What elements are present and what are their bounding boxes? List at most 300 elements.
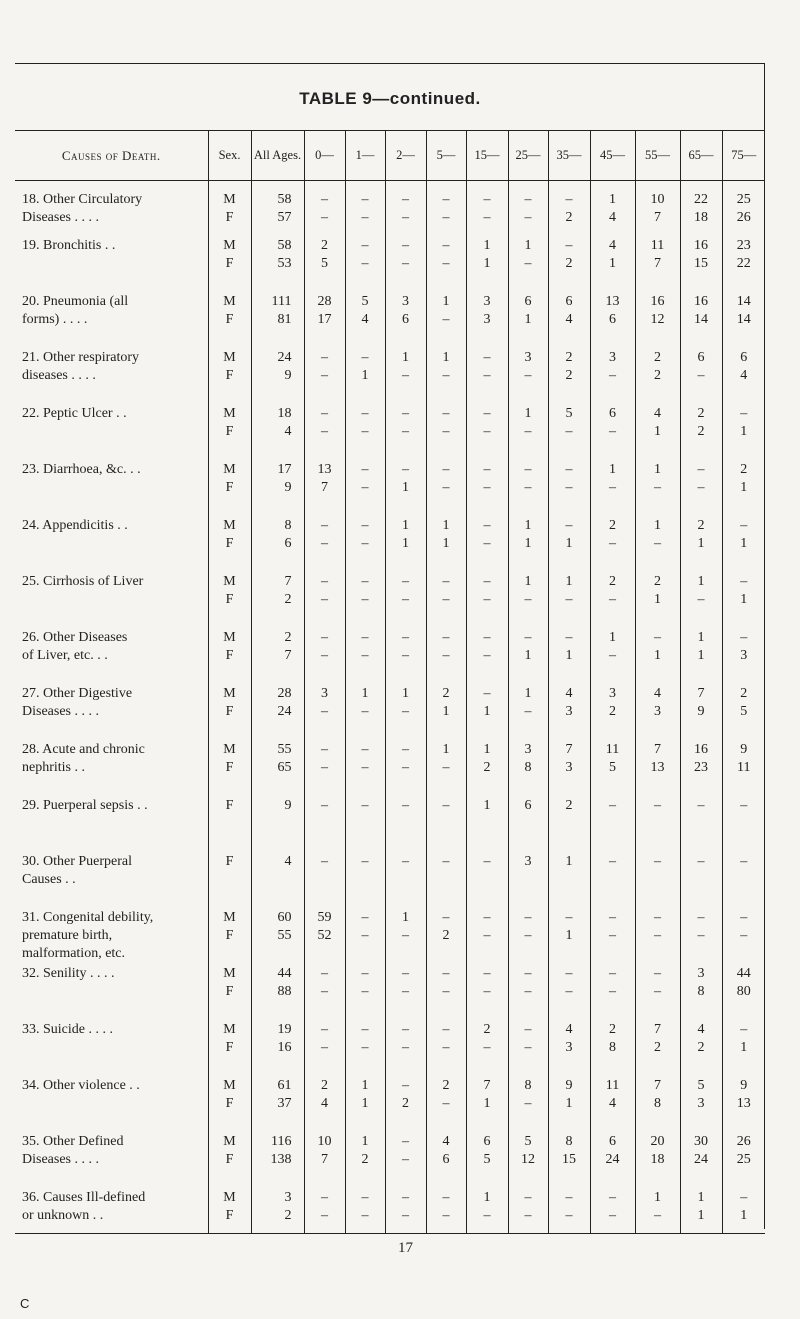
age-group-cell-line: 4 [609, 238, 616, 253]
age-group-cell-line: 1 [402, 518, 409, 533]
all-ages-cell-line: 53 [277, 256, 292, 271]
age-group-cell-line: 4 [740, 368, 748, 383]
age-group-cell-line: 4 [361, 312, 369, 327]
age-group-cell [590, 293, 635, 349]
age-group-cell-line: – [442, 1208, 450, 1223]
age-group-cell-line: 9 [740, 1078, 748, 1093]
age-group-cell-line: 2 [609, 518, 616, 533]
cause-cell-line: 32. Senility . . . . [22, 966, 115, 981]
all-ages-cell-line: 24 [277, 704, 292, 719]
all-ages-cell-line: 6 [284, 536, 292, 551]
cause-cell-line: 35. Other Defined [22, 1134, 124, 1149]
all-ages-cell-line: 18 [277, 406, 292, 421]
age-group-cell [345, 1021, 385, 1077]
table-row [15, 181, 765, 238]
column-header-0: Causes of Death. [15, 131, 208, 181]
sex-cell-line: M [223, 686, 236, 701]
age-group-cell [508, 965, 548, 1021]
age-group-cell [590, 405, 635, 461]
age-group-cell-line: – [321, 1208, 328, 1223]
age-group-cell [345, 1077, 385, 1133]
age-group-cell-line: – [321, 574, 328, 589]
age-group-cell-line: 8 [609, 1040, 616, 1055]
age-group-cell-line: 2 [654, 1040, 661, 1055]
age-group-cell [466, 1077, 508, 1133]
age-group-cell-line: – [361, 704, 369, 719]
sex-cell [208, 349, 251, 405]
age-group-cell-line: – [654, 910, 661, 925]
cause-cell [15, 349, 208, 405]
age-group-cell-line [467, 815, 508, 833]
age-group-cell [508, 181, 548, 238]
all-ages-cell [251, 909, 304, 965]
age-group-cell-line: 1 [654, 462, 661, 477]
all-ages-cell-line: 55 [277, 742, 292, 757]
age-group-cell [680, 629, 722, 685]
age-group-cell [590, 853, 635, 909]
all-ages-cell-line: 111 [271, 294, 292, 309]
cause-cell-line: diseases . . . . [22, 368, 96, 383]
age-group-cell-line: 1 [483, 1190, 491, 1205]
age-group-cell-line: 9 [697, 704, 705, 719]
age-group-cell-line: 18 [650, 1152, 665, 1167]
age-group-cell-line: 10 [650, 192, 665, 207]
age-group-cell-line: 3 [697, 966, 705, 981]
age-group-cell-line: 1 [565, 854, 573, 869]
age-group-cell [590, 685, 635, 741]
age-group-cell-line: – [483, 350, 491, 365]
age-group-cell-line: – [361, 238, 369, 253]
age-group-cell-line: 1 [654, 648, 661, 663]
age-group-cell [508, 1133, 548, 1189]
age-group-cell [590, 461, 635, 517]
age-group-cell-line: – [609, 798, 616, 813]
age-group-cell [466, 517, 508, 573]
all-ages-cell-line: 88 [277, 984, 292, 999]
all-ages-cell-line: 8 [284, 518, 292, 533]
age-group-cell-line: – [402, 1134, 409, 1149]
cause-cell-line: of Liver, etc. . . [22, 648, 108, 663]
age-group-cell [508, 797, 548, 853]
table-row [15, 1189, 765, 1234]
cause-cell [15, 685, 208, 741]
table-row [15, 293, 765, 349]
age-group-cell-line: 6 [442, 1152, 450, 1167]
age-group-cell [508, 461, 548, 517]
sex-cell-line: M [223, 1134, 236, 1149]
age-group-cell [304, 405, 345, 461]
all-ages-cell-line: 19 [277, 1022, 292, 1037]
age-group-cell-line: 6 [524, 798, 532, 813]
age-group-cell-line: – [361, 1022, 369, 1037]
cause-cell-line [15, 591, 208, 609]
age-group-cell-line: 14 [736, 294, 751, 309]
column-header-3: 0— [304, 131, 345, 181]
age-group-cell [385, 629, 426, 685]
age-group-cell-line: – [361, 592, 369, 607]
sex-cell [208, 853, 251, 909]
age-group-cell-line: 3 [697, 1096, 705, 1111]
age-group-cell-line: 1 [442, 536, 450, 551]
cause-cell-line: 28. Acute and chronic [22, 742, 145, 757]
age-group-cell-line: – [442, 1096, 450, 1111]
age-group-cell-line: – [697, 592, 705, 607]
sex-cell-line: M [223, 518, 236, 533]
age-group-cell-line: 16 [694, 742, 708, 757]
printer-signature-mark: C [20, 1296, 30, 1311]
all-ages-cell-line: 116 [271, 1134, 292, 1149]
age-group-cell [722, 349, 765, 405]
age-group-cell [426, 1189, 466, 1234]
age-group-cell-line: – [361, 742, 369, 757]
age-group-cell-line: – [402, 424, 409, 439]
age-group-cell [722, 573, 765, 629]
cause-cell-line: 20. Pneumonia (all [22, 294, 129, 309]
age-group-cell [635, 1077, 680, 1133]
age-group-cell-line: 26 [736, 1134, 751, 1149]
age-group-cell [548, 349, 590, 405]
age-group-cell [722, 909, 765, 965]
age-group-cell [635, 1133, 680, 1189]
age-group-cell-line: – [442, 406, 450, 421]
age-group-cell-line: – [442, 192, 450, 207]
age-group-cell [426, 181, 466, 238]
age-group-cell [548, 1189, 590, 1234]
age-group-cell-line: 3 [402, 294, 409, 309]
age-group-cell-line [346, 815, 385, 833]
age-group-cell-line: 6 [609, 1134, 616, 1149]
cause-cell-line: Causes . . [22, 872, 76, 887]
age-group-cell-line: – [321, 592, 328, 607]
age-group-cell-line [346, 871, 385, 889]
age-group-cell-line: – [361, 630, 369, 645]
cause-cell-line: malformation, etc. [22, 946, 126, 961]
age-group-cell-line: 3 [524, 350, 532, 365]
age-group-cell [548, 181, 590, 238]
all-ages-cell-line: 24 [277, 350, 292, 365]
age-group-cell [345, 965, 385, 1021]
page-number: 17 [398, 1240, 413, 1256]
age-group-cell [508, 405, 548, 461]
age-group-cell-line: – [609, 536, 616, 551]
table-body [15, 181, 765, 1234]
table-row [15, 909, 765, 965]
age-group-cell-line: 5 [524, 1134, 532, 1149]
age-group-cell-line: 23 [694, 760, 708, 775]
age-group-cell-line: – [361, 406, 369, 421]
age-group-cell-line: – [524, 480, 532, 495]
cause-cell-line: 34. Other violence . . [22, 1078, 140, 1093]
age-group-cell [508, 293, 548, 349]
age-group-cell-line: 7 [321, 480, 328, 495]
age-group-cell-line: 6 [609, 312, 616, 327]
age-group-cell-line: 3 [524, 742, 532, 757]
age-group-cell-line: 4 [654, 686, 661, 701]
age-group-cell [304, 797, 345, 853]
age-group-cell-line: 7 [654, 256, 661, 271]
age-group-cell-line: 1 [402, 536, 409, 551]
age-group-cell-line: – [524, 1022, 532, 1037]
age-group-cell [466, 349, 508, 405]
age-group-cell [426, 685, 466, 741]
age-group-cell [590, 1021, 635, 1077]
age-group-cell [426, 573, 466, 629]
age-group-cell-line: 2 [740, 462, 748, 477]
age-group-cell-line: 1 [565, 574, 573, 589]
age-group-cell-line: 1 [697, 648, 705, 663]
age-group-cell-line: 1 [442, 518, 450, 533]
age-group-cell [548, 237, 590, 293]
age-group-cell-line: – [361, 984, 369, 999]
age-group-cell-line: – [524, 256, 532, 271]
sex-cell-line: F [225, 704, 234, 719]
age-group-cell-line: 3 [483, 312, 491, 327]
age-group-cell [722, 797, 765, 853]
age-group-cell-line [509, 871, 548, 889]
age-group-cell-line: 6 [609, 406, 616, 421]
age-group-cell-line: – [321, 704, 328, 719]
age-group-cell-line: 1 [361, 368, 369, 383]
age-group-cell-line: 4 [654, 406, 661, 421]
age-group-cell-line: – [442, 910, 450, 925]
all-ages-cell-line: 7 [284, 574, 292, 589]
age-group-cell-line: – [697, 928, 705, 943]
age-group-cell-line: 2 [483, 760, 491, 775]
age-group-cell-line: – [609, 1208, 616, 1223]
age-group-cell [590, 517, 635, 573]
column-header-5: 2— [385, 131, 426, 181]
age-group-cell [680, 741, 722, 797]
age-group-cell-line: 1 [609, 462, 616, 477]
age-group-cell [635, 741, 680, 797]
age-group-cell-line: – [483, 1040, 491, 1055]
age-group-cell-line: 2 [565, 798, 573, 813]
age-group-cell-line: – [361, 350, 369, 365]
sex-cell [208, 741, 251, 797]
age-group-cell-line: – [402, 1190, 409, 1205]
cause-cell-line [15, 1039, 208, 1057]
age-group-cell-line: 1 [740, 592, 748, 607]
age-group-cell [385, 573, 426, 629]
age-group-cell-line: – [524, 966, 532, 981]
age-group-cell-line: – [402, 1078, 409, 1093]
age-group-cell-line: 1 [524, 312, 532, 327]
age-group-cell-line: – [361, 928, 369, 943]
age-group-cell-line: – [654, 984, 661, 999]
age-group-cell-line: 2 [565, 350, 573, 365]
age-group-cell-line: – [402, 238, 409, 253]
age-group-cell-line: – [361, 424, 369, 439]
age-group-cell-line: – [442, 1190, 450, 1205]
age-group-cell [345, 461, 385, 517]
age-group-cell [304, 1021, 345, 1077]
age-group-cell [680, 797, 722, 853]
age-group-cell-line: – [321, 984, 328, 999]
age-group-cell [590, 181, 635, 238]
age-group-cell-line: 3 [654, 704, 661, 719]
age-group-cell [680, 685, 722, 741]
age-group-cell-line: 6 [740, 350, 748, 365]
age-group-cell-line: 15 [694, 256, 708, 271]
table-row [15, 741, 765, 797]
age-group-cell [466, 629, 508, 685]
cause-cell [15, 741, 208, 797]
age-group-cell [680, 293, 722, 349]
age-group-cell-line: 30 [694, 1134, 708, 1149]
all-ages-cell [251, 965, 304, 1021]
age-group-cell-line: – [483, 630, 491, 645]
all-ages-cell-line: 2 [284, 592, 292, 607]
table-row [15, 349, 765, 405]
age-group-cell-line: – [442, 256, 450, 271]
age-group-cell-line [386, 815, 426, 833]
age-group-cell-line: – [609, 910, 616, 925]
age-group-cell-line: 1 [442, 294, 450, 309]
age-group-cell-line: – [442, 480, 450, 495]
sex-cell-line: M [223, 294, 236, 309]
age-group-cell-line: – [483, 648, 491, 663]
age-group-cell-line: 8 [524, 760, 532, 775]
age-group-cell-line: – [654, 536, 661, 551]
age-group-cell-line: – [654, 854, 661, 869]
age-group-cell-line: 1 [483, 256, 491, 271]
age-group-cell-line: – [442, 210, 450, 225]
age-group-cell-line: – [483, 574, 491, 589]
sex-cell-line [209, 815, 251, 833]
age-group-cell [680, 573, 722, 629]
sex-cell-line: M [223, 966, 236, 981]
age-group-cell-line: – [361, 480, 369, 495]
age-group-cell-line: – [654, 966, 661, 981]
age-group-cell [345, 909, 385, 965]
age-group-cell-line: – [483, 192, 491, 207]
age-group-cell-line: – [321, 648, 328, 663]
age-group-cell [304, 349, 345, 405]
age-group-cell-line: 24 [605, 1152, 620, 1167]
age-group-cell-line: 1 [361, 1134, 369, 1149]
age-group-cell [722, 965, 765, 1021]
age-group-cell-line: – [402, 648, 409, 663]
age-group-cell [385, 797, 426, 853]
age-group-cell-line: 8 [654, 1096, 661, 1111]
age-group-cell [466, 1189, 508, 1234]
age-group-cell-line: – [609, 966, 616, 981]
age-group-cell [466, 965, 508, 1021]
age-group-cell-line: 18 [694, 210, 708, 225]
sex-cell [208, 181, 251, 238]
age-group-cell-line: – [483, 966, 491, 981]
age-group-cell-line [427, 815, 466, 833]
age-group-cell-line: 4 [321, 1096, 328, 1111]
age-group-cell-line: 1 [524, 648, 532, 663]
age-group-cell [635, 1021, 680, 1077]
age-group-cell-line: – [402, 592, 409, 607]
age-group-cell-line: 1 [697, 574, 705, 589]
sex-cell-line: M [223, 574, 236, 589]
age-group-cell [590, 741, 635, 797]
all-ages-cell-line: 2 [284, 630, 292, 645]
age-group-cell-line: 1 [524, 406, 532, 421]
table-row [15, 573, 765, 629]
age-group-cell-line: 5 [740, 704, 748, 719]
age-group-cell-line: 1 [697, 1208, 705, 1223]
table-row [15, 461, 765, 517]
sex-cell-line: F [225, 210, 234, 225]
age-group-cell-line [636, 815, 680, 833]
age-group-cell-line: 2 [321, 238, 328, 253]
age-group-cell [385, 741, 426, 797]
age-group-cell-line: – [565, 592, 573, 607]
age-group-cell [680, 965, 722, 1021]
all-ages-cell [251, 1133, 304, 1189]
age-group-cell [385, 293, 426, 349]
age-group-cell [680, 517, 722, 573]
age-group-cell-line [723, 815, 766, 833]
age-group-cell-line: – [321, 966, 328, 981]
cause-cell-line: Diseases . . . . [22, 210, 99, 225]
cause-cell [15, 237, 208, 293]
age-group-cell-line: – [361, 1208, 369, 1223]
age-group-cell [304, 741, 345, 797]
age-group-cell [304, 1189, 345, 1234]
age-group-cell-line: – [483, 462, 491, 477]
age-group-cell-line [509, 815, 548, 833]
age-group-cell-line: – [524, 424, 532, 439]
age-group-cell-line: 1 [402, 910, 409, 925]
age-group-cell [385, 1133, 426, 1189]
age-group-cell [466, 1021, 508, 1077]
age-group-cell-line: – [321, 192, 328, 207]
age-group-cell-line: – [402, 854, 409, 869]
age-group-cell [508, 237, 548, 293]
cause-cell-line [15, 815, 208, 833]
all-ages-cell-line [252, 871, 304, 889]
all-ages-cell [251, 853, 304, 909]
sex-cell [208, 1077, 251, 1133]
all-ages-cell [251, 685, 304, 741]
sex-cell-line: F [225, 368, 234, 383]
sex-cell [208, 237, 251, 293]
age-group-cell-line: – [321, 210, 328, 225]
age-group-cell [426, 293, 466, 349]
age-group-cell-line: 24 [694, 1152, 708, 1167]
age-group-cell-line: – [402, 406, 409, 421]
age-group-cell-line: 1 [565, 536, 573, 551]
age-group-cell-line: 2 [740, 686, 748, 701]
age-group-cell-line: – [442, 368, 450, 383]
column-header-7: 15— [466, 131, 508, 181]
age-group-cell [345, 181, 385, 238]
age-group-cell-line: – [442, 592, 450, 607]
age-group-cell-line: 13 [736, 1096, 751, 1111]
age-group-cell-line: – [321, 536, 328, 551]
sex-cell [208, 797, 251, 853]
age-group-cell-line: 1 [697, 536, 705, 551]
age-group-cell [680, 237, 722, 293]
age-group-cell [426, 1133, 466, 1189]
age-group-cell-line: 12 [521, 1152, 535, 1167]
cause-cell [15, 461, 208, 517]
age-group-cell-line: 1 [740, 1040, 748, 1055]
age-group-cell [345, 1189, 385, 1234]
age-group-cell-line: – [321, 368, 328, 383]
age-group-cell [385, 181, 426, 238]
age-group-cell-line: – [609, 368, 616, 383]
age-group-cell [426, 237, 466, 293]
age-group-cell-line: 10 [317, 1134, 332, 1149]
age-group-cell-line: – [321, 798, 328, 813]
all-ages-cell-line: 57 [277, 210, 292, 225]
